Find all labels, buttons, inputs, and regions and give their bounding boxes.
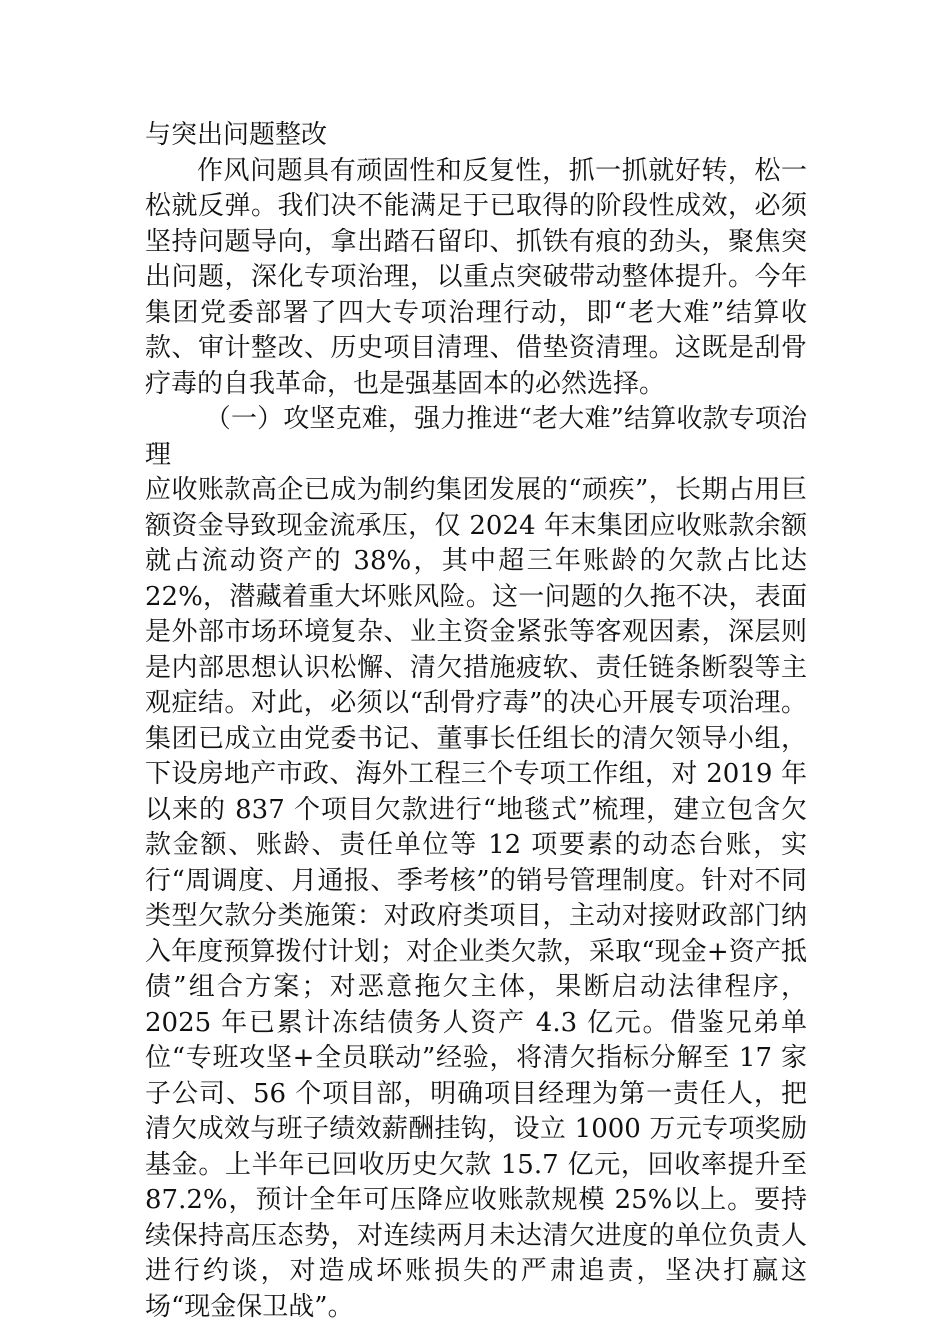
section-heading: （一）攻坚克难，强力推进“老大难”结算收款专项治理 [145,404,807,470]
paragraph-2: 应收账款高企已成为制约集团发展的“顽疾”，长期占用巨额资金导致现金流承压，仅 2024 年末集团应收账款余额就占流动资产的 38%，其中超三年账龄的欠款占比达 22%，潜藏着重大坏账风险。这一问题的久拖不决，表面是外部市场环境复杂、业主资金紧张等客观因素，深层则是内部思想认识松懈、清欠措施疲软、责任链条断裂等主观症结。对此，必须以“刮骨疗毒”的决心开展专项治理。集团已成立由党委书记、董事长任组长的清欠领导小组，下设房地产市政、海外工程三个专项工作组，对 2019 年以来的 837 个项目欠款进行“地毯式”梳理，建立包含欠款金额、账龄、责任单位等 12 项要素的动态台账，实行“周调度、月通报、季考核”的销号管理制度。针对不同类型欠款分类施策：对政府类项目，主动对接财政部门纳入年度预算拨付计划；对企业类欠款，采取“现金+资产抵债”组合方案；对恶意拖欠主体，果断启动法律程序，2025 年已累计冻结债务人资产 4.3 亿元。借鉴兄弟单位“专班攻坚+全员联动”经验，将清欠指标分解至 17 家子公司、56 个项目部，明确项目经理为第一责任人，把清欠成效与班子绩效薪酬挂钩，设立 1000 万元专项奖励基金。上半年已回收历史欠款 15.7 亿元，回收率提升至 87.2%，预计全年可压降应收账款规模 25%以上。要持续保持高压态势，对连续两月未达清欠进度的单位负责人进行约谈，对造成坏账损失的严肃追责，坚决打赢这场“现金保卫战”。 [145,475,807,1322]
paragraph-1: 作风问题具有顽固性和反复性，抓一抓就好转，松一松就反弹。我们决不能满足于已取得的阶段性成效，必须坚持问题导向，拿出踏石留印、抓铁有痕的劲头，聚焦突出问题，深化专项治理，以重点突破带动整体提升。今年集团党委部署了四大专项治理行动，即“老大难”结算收款、审计整改、历史项目清理、借垫资清理。这既是刮骨疗毒的自我革命，也是强基固本的必然选择。 [145,155,807,399]
document-body [145,118,807,1325]
lead-line: 与突出问题整改 [145,120,328,150]
